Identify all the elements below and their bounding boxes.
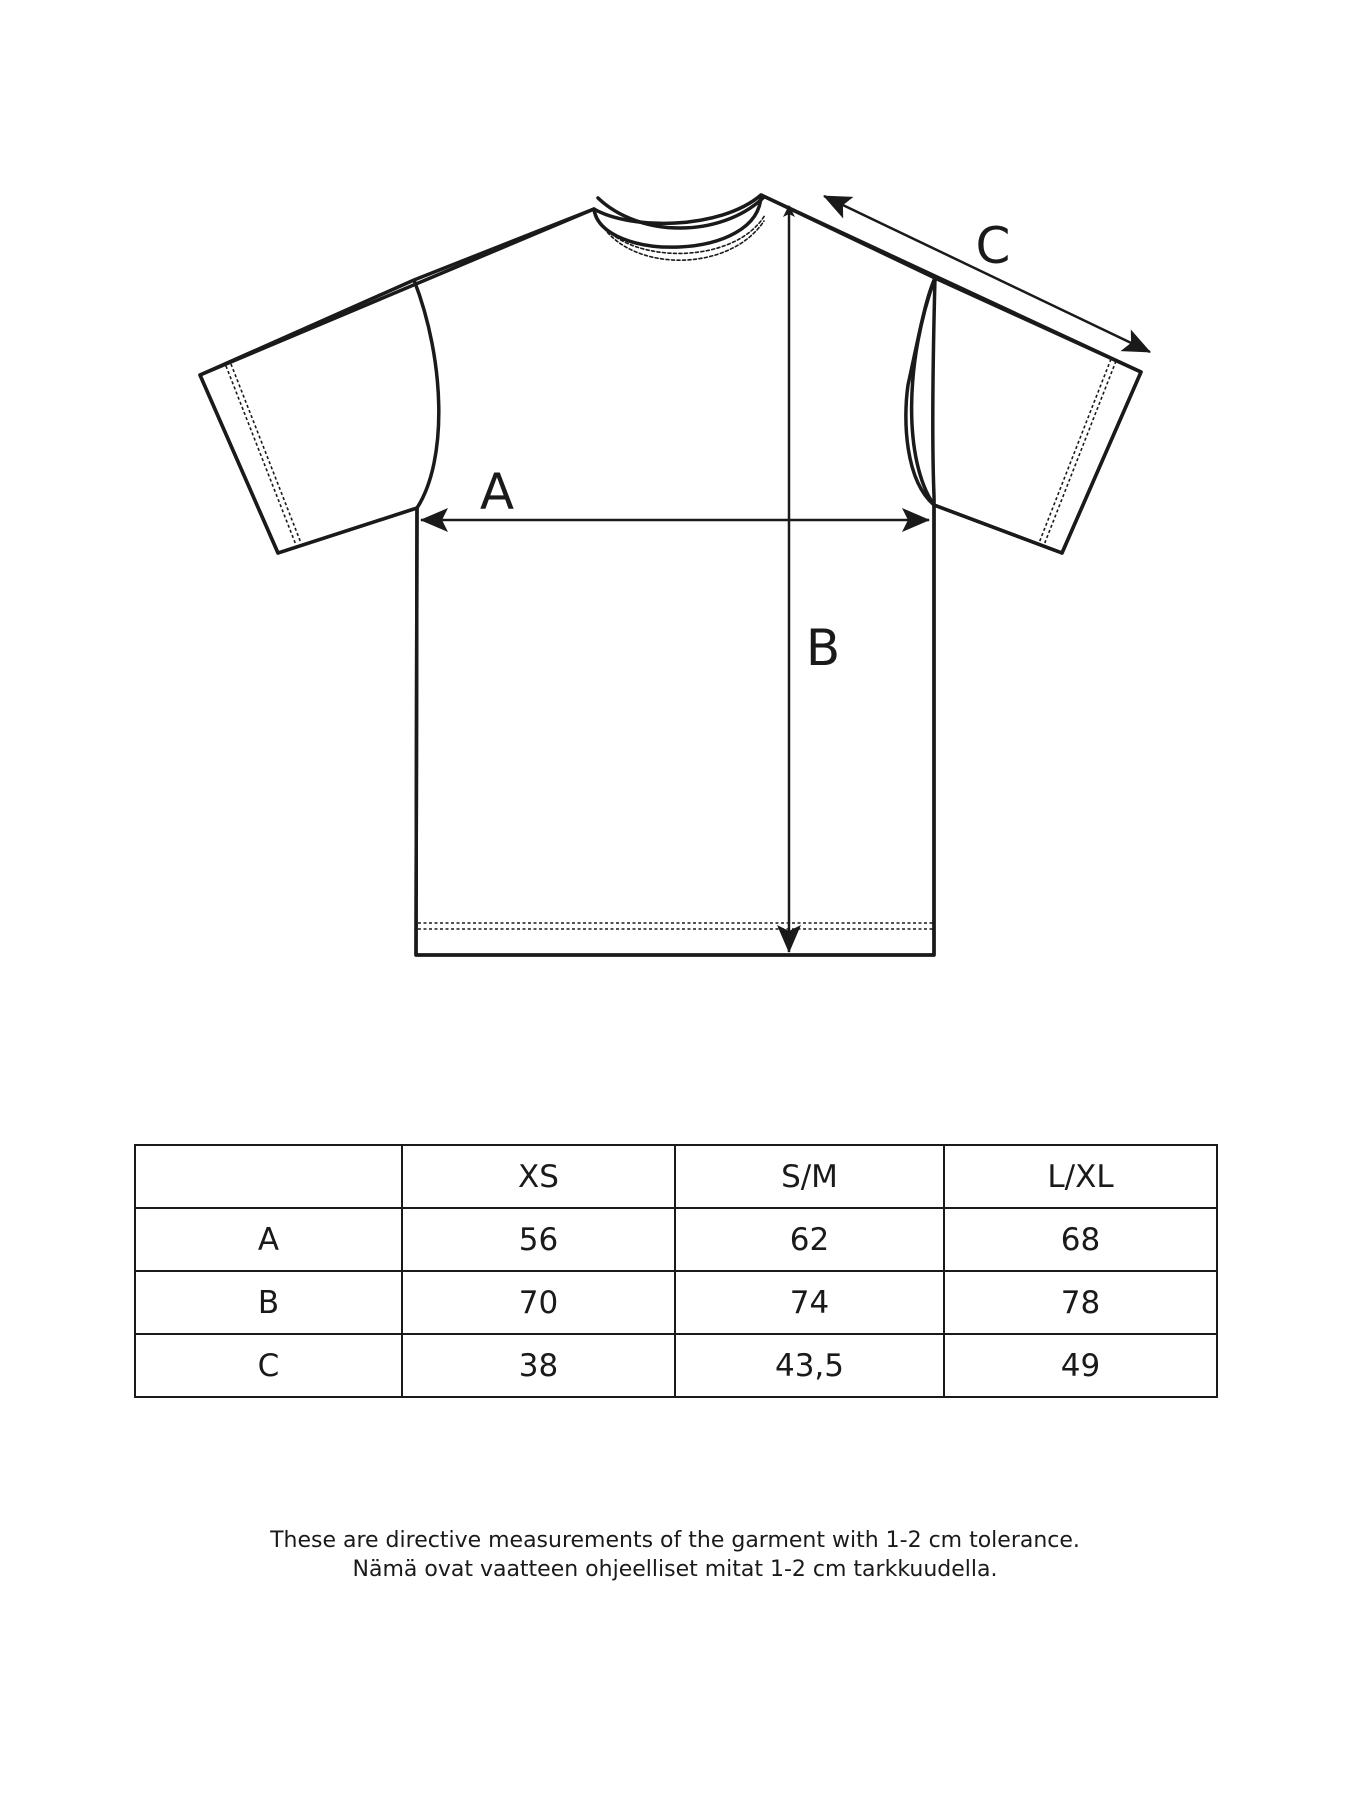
table-row: [135, 1208, 1217, 1271]
table-cell: 74: [675, 1271, 944, 1334]
header-cell-empty: [135, 1145, 402, 1208]
table-cell: 49: [944, 1334, 1217, 1397]
table-cell: 43,5: [675, 1334, 944, 1397]
table-cell: 62: [675, 1208, 944, 1271]
table-cell: 38: [402, 1334, 675, 1397]
label-b: B: [805, 619, 841, 677]
header-cell-lxl: L/XL: [944, 1145, 1217, 1208]
tshirt-body-outline: [200, 195, 1141, 955]
tolerance-note-english: These are directive measurements of the garment with 1-2 cm tolerance.: [270, 1528, 1080, 1553]
neckline: [594, 195, 765, 260]
table-cell: 68: [944, 1208, 1217, 1271]
table-row: [135, 1334, 1217, 1397]
row-label: B: [135, 1271, 402, 1334]
row-label: A: [135, 1208, 402, 1271]
size-chart-table: [134, 1144, 1218, 1398]
table-row: [135, 1271, 1217, 1334]
tolerance-note-finnish: Nämä ovat vaatteen ohjeelliset mitat 1-2 cm tarkkuudella.: [352, 1557, 998, 1582]
header-cell-sm: S/M: [675, 1145, 944, 1208]
table-cell: 56: [402, 1208, 675, 1271]
label-c: C: [975, 217, 1011, 275]
row-label: C: [135, 1334, 402, 1397]
header-cell-xs: XS: [402, 1145, 675, 1208]
table-cell: 78: [944, 1271, 1217, 1334]
tolerance-note: [0, 1526, 1350, 1584]
table-cell: 70: [402, 1271, 675, 1334]
table-header-row: [135, 1145, 1217, 1208]
label-a: A: [479, 463, 515, 521]
stitch-lines: [226, 359, 1116, 929]
